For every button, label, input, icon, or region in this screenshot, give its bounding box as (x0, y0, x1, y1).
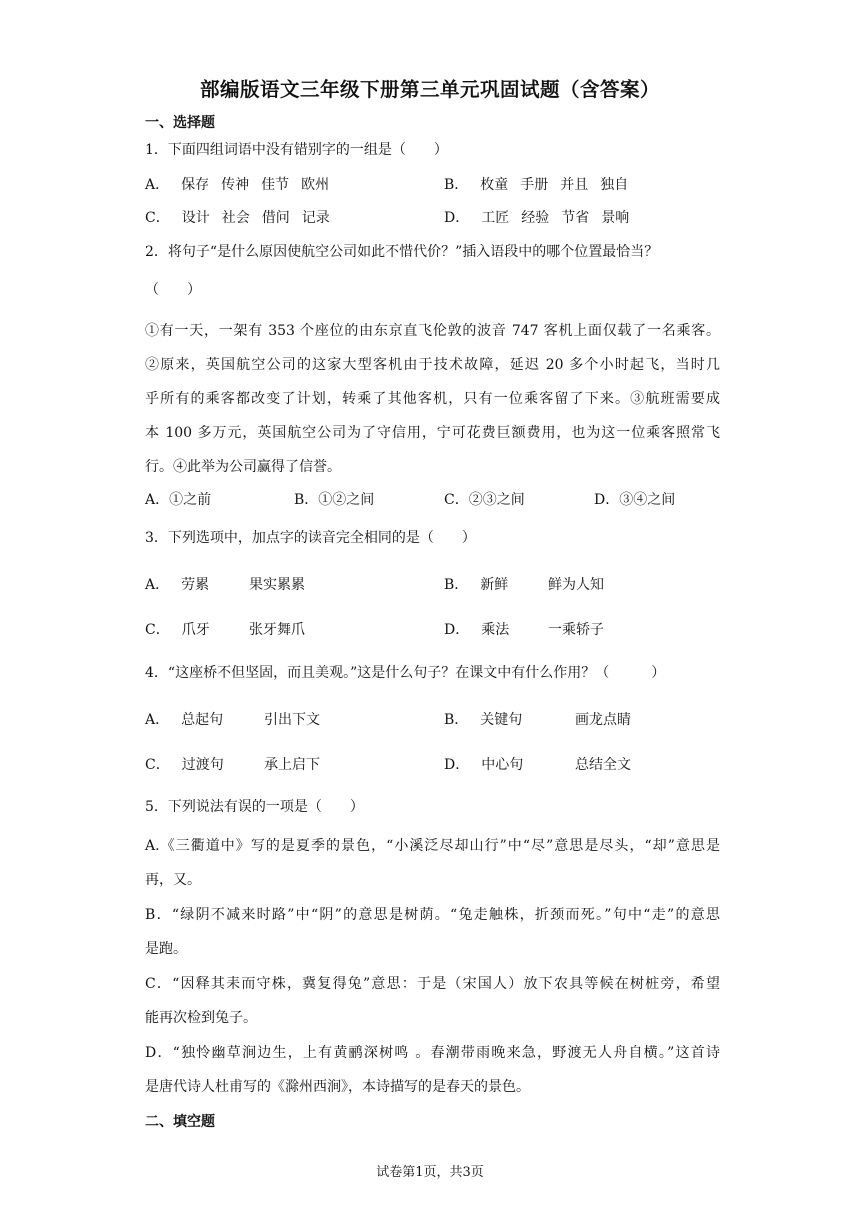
q3-option-d-word2: 一乘轿子 (548, 622, 604, 638)
q1-option-d: D． 工匠 经验 节省 景响 (444, 210, 630, 226)
page-title: 部编版语文三年级下册第三单元巩固试题（含答案） (199, 78, 660, 101)
q5-option-c-line2: 能再次检到兔子。 (145, 1010, 257, 1026)
question-3-stem: 3．下列选项中，加点字的读音完全相同的是（ ） (145, 530, 476, 546)
q2-option-c: C．②③之间 (444, 492, 525, 508)
q3-option-c: C． 爪牙 (145, 622, 210, 638)
q3-option-d: D． 乘法 (444, 622, 510, 638)
q3-option-a-word2: 果实累累 (249, 577, 305, 593)
q5-option-a-line1: A.《三衢道中》写的是夏季的景色，“小溪泛尽却山行”中“尽”意思是尽头，“却”意思是 (145, 838, 720, 854)
q3-option-c-word2: 张牙舞爪 (249, 622, 305, 638)
q5-option-b-line2: 是跑。 (145, 941, 187, 957)
q1-option-b: B． 枚童 手册 并且 独自 (444, 177, 629, 193)
option-label: D． (444, 210, 470, 226)
q4-option-c-word2: 承上启下 (264, 757, 320, 773)
q4-option-d-word2: 总结全文 (575, 757, 631, 773)
q4-option-b-word2: 画龙点睛 (575, 712, 631, 728)
option-label: B． (444, 177, 469, 193)
q5-option-d-line2: 是唐代诗人杜甫写的《滁州西涧》，本诗描写的是春天的景色。 (145, 1079, 530, 1095)
option-label: A． (145, 177, 170, 193)
q4-option-c: C． 过渡句 (145, 757, 224, 773)
q2-option-b: B．①②之间 (294, 492, 375, 508)
passage-line: 本 100 多万元，英国航空公司为了守信用，宁可花费巨额费用，也为这一位乘客照常飞 (145, 425, 720, 441)
q4-option-b: B． 关键句 (444, 712, 523, 728)
page-footer: 试卷第1页，共3页 (376, 1165, 484, 1180)
passage-line: 行。④此举为公司赢得了信誉。 (145, 459, 341, 475)
passage-line: ①有一天，一架有 353 个座位的由东京直飞伦敦的波音 747 客机上面仅载了一名乘客。 (145, 323, 720, 339)
q3-option-b: B． 新鲜 (444, 577, 509, 593)
passage-line: 乎所有的乘客都改变了计划，转乘了其他客机，只有一位乘客留了下来。③航班需要成 (145, 391, 720, 407)
q1-option-a: A． 保存 传神 佳节 欧州 (145, 177, 330, 193)
question-2-stem: 2．将句子“是什么原因使航空公司如此不惜代价？”插入语段中的哪个位置最恰当？ (145, 244, 659, 260)
section-heading-fill: 二、填空题 (145, 1114, 215, 1130)
q2-option-a: A．①之前 (145, 492, 212, 508)
question-1-stem: 1．下面四组词语中没有错别字的一组是（ ） (145, 142, 448, 158)
section-heading-choice: 一、选择题 (145, 115, 215, 131)
option-label: C． (145, 210, 170, 226)
q2-option-d: D．③④之间 (594, 492, 676, 508)
question-5-stem: 5．下列说法有误的一项是（ ） (145, 799, 364, 815)
q5-option-b-line1: B．“绿阴不减来时路”中“阴”的意思是树荫。“兔走触株，折颈而死。”句中“走”的意思 (145, 907, 720, 923)
q5-option-d-line1: D．“独怜幽草涧边生，上有黄鹂深树鸣 。春潮带雨晚来急，野渡无人舟自横。”这首诗 (145, 1045, 720, 1061)
q5-option-a-line2: 再，又。 (145, 872, 201, 888)
q4-option-d: D． 中心句 (444, 757, 524, 773)
q3-option-a: A． 劳累 (145, 577, 210, 593)
q5-option-c-line1: C．“因释其耒而守株，冀复得兔”意思：于是（宋国人）放下农具等候在树桩旁，希望 (145, 976, 720, 992)
question-4-stem: 4．“这座桥不但坚固，而且美观。”这是什么句子？在课文中有什么作用？（ ） (145, 665, 666, 681)
q4-option-a: A． 总起句 (145, 712, 224, 728)
passage-line: ②原来，英国航空公司的这家大型客机由于技术故障，延迟 20 多个小时起飞，当时几 (145, 357, 720, 373)
question-2-bracket: （ ） (145, 282, 201, 298)
q4-option-a-word2: 引出下文 (264, 712, 320, 728)
q3-option-b-word2: 鲜为人知 (548, 577, 604, 593)
q1-option-c: C． 设计 社会 借问 记录 (145, 210, 330, 226)
